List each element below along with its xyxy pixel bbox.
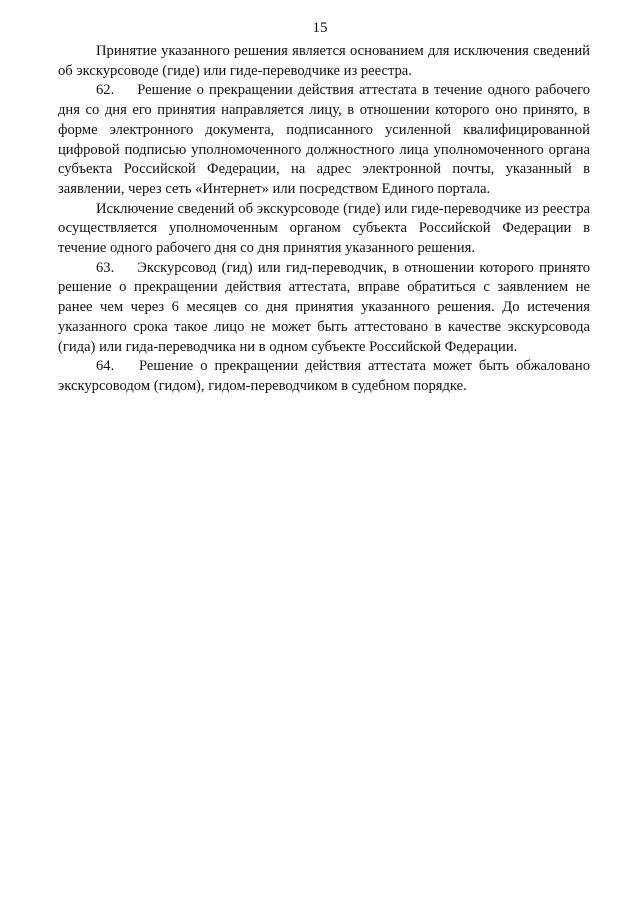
document-body [58,42,590,397]
paragraph-exclusion-basis [58,42,590,81]
paragraph-number: 64. [96,358,115,375]
page-number: 15 [312,20,328,36]
paragraph-64 [58,357,590,396]
paragraph-text: Решение о прекращении действия аттестата в течение одного рабочего дня со дня его принятия направляется лицу, в отношении которого оно принято, в форме электронного документа, подписанного усиленной квалифицированной цифровой подписью уполномоченного должностного лица уполномоченного органа субъекта Российской Федерации, на адрес электронной почты, указанный в заявлении, через сеть «Интернет» или посредством Единого портала. [58,82,590,197]
paragraph-text: Исключение сведений об экскурсоводе (гиде) или гиде-переводчике из реестра осуществляется уполномоченным органом субъекта Российской Федерации в течение одного рабочего дня со дня принятия указанного решения. [58,200,590,257]
paragraph-62 [58,81,590,199]
paragraph-text: Решение о прекращении действия аттестата может быть обжаловано экскурсоводом (гидом), гидом-переводчиком в судебном порядке. [58,358,590,394]
paragraph-registry-exclusion [58,200,590,259]
paragraph-number: 63. [96,259,115,276]
paragraph-text: Экскурсовод (гид) или гид-переводчик, в отношении которого принято решение о прекращении действия аттестата, вправе обратиться с заявлением не ранее чем через 6 месяцев со дня принятия указанного решения. До истечения указанного срока такое лицо не может быть аттестовано в качестве экскурсовода (гида) или гида-переводчика ни в одном субъекте Российской Федерации. [58,259,590,355]
paragraph-63 [58,259,590,358]
paragraph-number: 62. [96,82,115,99]
paragraph-text: Принятие указанного решения является основанием для исключения сведений об экскурсоводе (гиде) или гиде-переводчике из реестра. [58,43,590,79]
